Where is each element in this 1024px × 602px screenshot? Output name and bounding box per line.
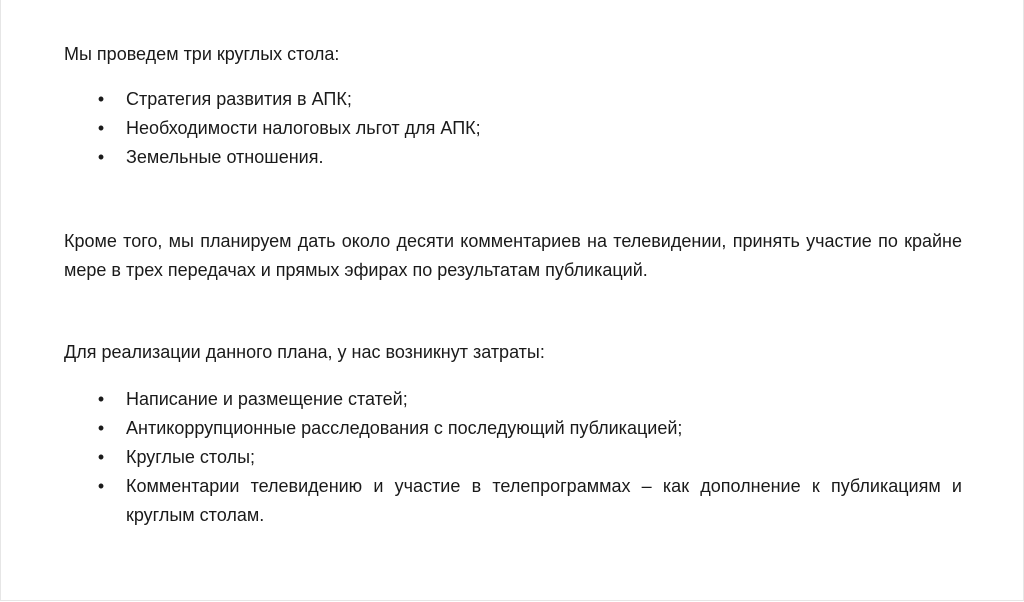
list-item-text: Стратегия развития в АПК; (126, 89, 352, 109)
list-item-text: Круглые столы; (126, 447, 256, 467)
costs-intro: Для реализации данного плана, у нас возникнут затраты: (64, 342, 545, 362)
bullet-icon: • (97, 147, 105, 167)
list-item (64, 85, 962, 114)
list-item-text: Написание и размещение статей; (126, 389, 408, 409)
list-item (64, 472, 962, 530)
document-body (64, 40, 962, 530)
bullet-icon: • (97, 389, 105, 409)
list-item-text: Комментарии телевидению и участие в телепрограммах – как дополнение к публикациям и круглым столам. (126, 476, 962, 525)
bullet-icon: • (97, 418, 105, 438)
list-item (64, 385, 962, 414)
round-tables-intro: Мы проведем три круглых стола: (64, 44, 340, 64)
list-item-text: Земельные отношения. (126, 147, 324, 167)
list-item (64, 443, 962, 472)
list-item (64, 414, 962, 443)
bullet-icon: • (97, 118, 105, 138)
list-item-text: Антикоррупционные расследования с последующий публикацией; (126, 418, 683, 438)
round-tables-list (64, 85, 962, 172)
bullet-icon: • (97, 447, 105, 467)
list-item (64, 143, 962, 172)
costs-list (64, 385, 962, 530)
bullet-icon: • (97, 476, 105, 496)
tv-paragraph: Кроме того, мы планируем дать около десяти комментариев на телевидении, принять участие по крайне мере в трех передачах и прямых эфирах по результатам публикаций. (64, 231, 962, 280)
list-item (64, 114, 962, 143)
bullet-icon: • (97, 89, 105, 109)
list-item-text: Необходимости налоговых льгот для АПК; (126, 118, 481, 138)
